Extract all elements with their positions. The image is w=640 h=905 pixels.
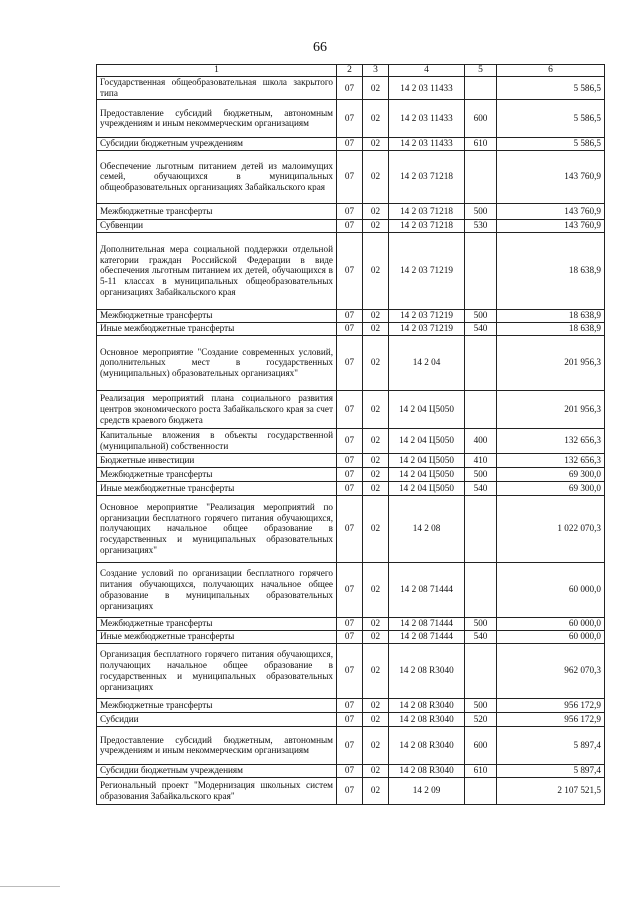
row-subsection: 02 bbox=[363, 335, 389, 390]
table-row bbox=[97, 150, 605, 203]
row-target-code: 14 2 04 bbox=[389, 335, 465, 390]
table-row bbox=[97, 232, 605, 309]
row-name: Межбюджетные трансферты bbox=[97, 617, 337, 630]
row-name: Создание условий по организации бесплатного горячего питания обучающихся, получающих начальное общее образование в муниципальных образовательных организациях bbox=[97, 562, 337, 617]
row-section: 07 bbox=[337, 309, 363, 322]
table-row bbox=[97, 562, 605, 617]
row-name: Реализация мероприятий плана социального развития центров экономического роста Забайкальского края за счет средств краевого бюджета bbox=[97, 390, 337, 428]
row-target-code: 14 2 04 Ц5050 bbox=[389, 390, 465, 428]
row-section: 07 bbox=[337, 203, 363, 219]
page-number: 66 bbox=[313, 40, 327, 55]
row-amount: 60 000,0 bbox=[497, 617, 605, 630]
row-name: Межбюджетные трансферты bbox=[97, 698, 337, 712]
table-row bbox=[97, 467, 605, 481]
row-subsection: 02 bbox=[363, 467, 389, 481]
row-amount: 956 172,9 bbox=[497, 712, 605, 726]
row-expense-type bbox=[465, 777, 497, 804]
table-row bbox=[97, 335, 605, 390]
row-section: 07 bbox=[337, 335, 363, 390]
row-expense-type bbox=[465, 232, 497, 309]
row-expense-type: 600 bbox=[465, 99, 497, 137]
row-target-code: 14 2 03 11433 bbox=[389, 137, 465, 150]
row-section: 07 bbox=[337, 137, 363, 150]
row-section: 07 bbox=[337, 219, 363, 232]
row-amount: 69 300,0 bbox=[497, 481, 605, 495]
row-target-code: 14 2 08 71444 bbox=[389, 562, 465, 617]
row-section: 07 bbox=[337, 232, 363, 309]
row-expense-type: 410 bbox=[465, 453, 497, 467]
row-target-code: 14 2 03 71218 bbox=[389, 150, 465, 203]
row-name: Государственная общеобразовательная школа закрытого типа bbox=[97, 77, 337, 100]
row-amount: 201 956,3 bbox=[497, 335, 605, 390]
row-target-code: 14 2 08 R3040 bbox=[389, 643, 465, 698]
row-subsection: 02 bbox=[363, 698, 389, 712]
row-amount: 5 586,5 bbox=[497, 99, 605, 137]
row-amount: 5 586,5 bbox=[497, 77, 605, 100]
row-section: 07 bbox=[337, 617, 363, 630]
row-target-code: 14 2 03 71218 bbox=[389, 219, 465, 232]
row-amount: 956 172,9 bbox=[497, 698, 605, 712]
row-amount: 201 956,3 bbox=[497, 390, 605, 428]
row-name: Межбюджетные трансферты bbox=[97, 467, 337, 481]
table-row bbox=[97, 137, 605, 150]
row-amount: 962 070,3 bbox=[497, 643, 605, 698]
row-subsection: 02 bbox=[363, 322, 389, 335]
row-amount: 132 656,3 bbox=[497, 428, 605, 453]
row-subsection: 02 bbox=[363, 712, 389, 726]
row-expense-type: 400 bbox=[465, 428, 497, 453]
row-section: 07 bbox=[337, 453, 363, 467]
row-section: 07 bbox=[337, 764, 363, 777]
table-row bbox=[97, 777, 605, 804]
row-amount: 69 300,0 bbox=[497, 467, 605, 481]
row-subsection: 02 bbox=[363, 562, 389, 617]
row-section: 07 bbox=[337, 481, 363, 495]
table-row bbox=[97, 99, 605, 137]
row-name: Предоставление субсидий бюджетным, автономным учреждениям и иным некоммерческим организациям bbox=[97, 726, 337, 764]
row-target-code: 14 2 09 bbox=[389, 777, 465, 804]
row-expense-type: 600 bbox=[465, 726, 497, 764]
row-subsection: 02 bbox=[363, 481, 389, 495]
row-amount: 143 760,9 bbox=[497, 203, 605, 219]
row-subsection: 02 bbox=[363, 219, 389, 232]
table-row bbox=[97, 428, 605, 453]
row-name: Иные межбюджетные трансферты bbox=[97, 630, 337, 643]
row-target-code: 14 2 03 11433 bbox=[389, 99, 465, 137]
row-subsection: 02 bbox=[363, 764, 389, 777]
row-target-code: 14 2 04 Ц5050 bbox=[389, 428, 465, 453]
table-row bbox=[97, 726, 605, 764]
row-expense-type: 540 bbox=[465, 630, 497, 643]
row-target-code: 14 2 03 71218 bbox=[389, 203, 465, 219]
row-amount: 143 760,9 bbox=[497, 150, 605, 203]
row-section: 07 bbox=[337, 495, 363, 562]
row-section: 07 bbox=[337, 726, 363, 764]
row-name: Субвенции bbox=[97, 219, 337, 232]
table-row bbox=[97, 77, 605, 100]
row-subsection: 02 bbox=[363, 77, 389, 100]
row-name: Дополнительная мера социальной поддержки отдельной категории граждан Российской Федерации в виде обеспечения льготным питанием их детей, обучающихся в 5-11 классах в муниципальных общеобразовательных организациях Забайкальского края bbox=[97, 232, 337, 309]
row-expense-type: 610 bbox=[465, 137, 497, 150]
row-target-code: 14 2 03 71219 bbox=[389, 232, 465, 309]
row-expense-type: 610 bbox=[465, 764, 497, 777]
row-expense-type: 500 bbox=[465, 203, 497, 219]
table-row bbox=[97, 203, 605, 219]
row-expense-type bbox=[465, 643, 497, 698]
row-target-code: 14 2 04 Ц5050 bbox=[389, 481, 465, 495]
row-name: Бюджетные инвестиции bbox=[97, 453, 337, 467]
row-target-code: 14 2 08 R3040 bbox=[389, 698, 465, 712]
row-subsection: 02 bbox=[363, 777, 389, 804]
row-name: Основное мероприятие "Создание современных условий, дополнительных мест в государственных (муниципальных) образовательных организациях" bbox=[97, 335, 337, 390]
row-target-code: 14 2 08 R3040 bbox=[389, 726, 465, 764]
row-subsection: 02 bbox=[363, 99, 389, 137]
row-section: 07 bbox=[337, 322, 363, 335]
row-subsection: 02 bbox=[363, 390, 389, 428]
row-subsection: 02 bbox=[363, 309, 389, 322]
row-subsection: 02 bbox=[363, 643, 389, 698]
row-section: 07 bbox=[337, 562, 363, 617]
row-amount: 5 897,4 bbox=[497, 726, 605, 764]
row-name: Субсидии бюджетным учреждениям bbox=[97, 137, 337, 150]
row-expense-type bbox=[465, 150, 497, 203]
table-row bbox=[97, 453, 605, 467]
row-name: Региональный проект "Модернизация школьных систем образования Забайкальского края" bbox=[97, 777, 337, 804]
table-row bbox=[97, 764, 605, 777]
header-cell-5: 5 bbox=[465, 65, 497, 77]
row-target-code: 14 2 03 71219 bbox=[389, 322, 465, 335]
row-subsection: 02 bbox=[363, 726, 389, 764]
row-amount: 5 586,5 bbox=[497, 137, 605, 150]
header-cell-2: 2 bbox=[337, 65, 363, 77]
table-row bbox=[97, 630, 605, 643]
row-expense-type: 500 bbox=[465, 309, 497, 322]
row-subsection: 02 bbox=[363, 203, 389, 219]
row-expense-type bbox=[465, 390, 497, 428]
table-row bbox=[97, 643, 605, 698]
row-target-code: 14 2 04 Ц5050 bbox=[389, 453, 465, 467]
row-section: 07 bbox=[337, 390, 363, 428]
table-body bbox=[97, 65, 605, 805]
row-target-code: 14 2 08 71444 bbox=[389, 617, 465, 630]
row-expense-type: 500 bbox=[465, 467, 497, 481]
row-section: 07 bbox=[337, 643, 363, 698]
row-expense-type: 530 bbox=[465, 219, 497, 232]
header-cell-1: 1 bbox=[97, 65, 337, 77]
header-cell-6: 6 bbox=[497, 65, 605, 77]
scan-edge-mark bbox=[0, 886, 60, 887]
row-expense-type: 540 bbox=[465, 481, 497, 495]
row-section: 07 bbox=[337, 712, 363, 726]
row-section: 07 bbox=[337, 467, 363, 481]
row-amount: 18 638,9 bbox=[497, 309, 605, 322]
row-amount: 2 107 521,5 bbox=[497, 777, 605, 804]
row-expense-type bbox=[465, 495, 497, 562]
row-subsection: 02 bbox=[363, 137, 389, 150]
budget-table bbox=[96, 64, 605, 805]
row-subsection: 02 bbox=[363, 495, 389, 562]
row-name: Предоставление субсидий бюджетным, автономным учреждениям и иным некоммерческим организациям bbox=[97, 99, 337, 137]
row-section: 07 bbox=[337, 99, 363, 137]
table-row bbox=[97, 322, 605, 335]
row-amount: 60 000,0 bbox=[497, 562, 605, 617]
row-name: Субсидии бюджетным учреждениям bbox=[97, 764, 337, 777]
table-row bbox=[97, 617, 605, 630]
row-amount: 5 897,4 bbox=[497, 764, 605, 777]
row-amount: 1 022 070,3 bbox=[497, 495, 605, 562]
row-name: Капитальные вложения в объекты государственной (муниципальной) собственности bbox=[97, 428, 337, 453]
row-amount: 60 000,0 bbox=[497, 630, 605, 643]
row-subsection: 02 bbox=[363, 428, 389, 453]
row-subsection: 02 bbox=[363, 150, 389, 203]
row-name: Иные межбюджетные трансферты bbox=[97, 322, 337, 335]
row-expense-type bbox=[465, 562, 497, 617]
row-section: 07 bbox=[337, 777, 363, 804]
row-section: 07 bbox=[337, 630, 363, 643]
row-amount: 132 656,3 bbox=[497, 453, 605, 467]
row-amount: 18 638,9 bbox=[497, 232, 605, 309]
row-target-code: 14 2 08 71444 bbox=[389, 630, 465, 643]
row-target-code: 14 2 08 bbox=[389, 495, 465, 562]
row-expense-type: 500 bbox=[465, 617, 497, 630]
table-row bbox=[97, 698, 605, 712]
row-expense-type: 540 bbox=[465, 322, 497, 335]
row-subsection: 02 bbox=[363, 617, 389, 630]
table-row bbox=[97, 390, 605, 428]
table-row bbox=[97, 219, 605, 232]
row-subsection: 02 bbox=[363, 232, 389, 309]
row-section: 07 bbox=[337, 428, 363, 453]
row-target-code: 14 2 08 R3040 bbox=[389, 764, 465, 777]
row-name: Обеспечение льготным питанием детей из малоимущих семей, обучающихся в муниципальных общеобразовательных организациях Забайкальского края bbox=[97, 150, 337, 203]
header-cell-3: 3 bbox=[363, 65, 389, 77]
table-row bbox=[97, 712, 605, 726]
row-name: Организация бесплатного горячего питания обучающихся, получающих начальное общее образование в государственных и муниципальных образовательных организациях bbox=[97, 643, 337, 698]
row-expense-type: 500 bbox=[465, 698, 497, 712]
row-section: 07 bbox=[337, 698, 363, 712]
row-name: Основное мероприятие "Реализация мероприятий по организации бесплатного горячего питания обучающихся, получающих начальное общее образование в государственных и муниципальных образовательных организациях" bbox=[97, 495, 337, 562]
row-expense-type bbox=[465, 77, 497, 100]
table-row bbox=[97, 481, 605, 495]
row-name: Межбюджетные трансферты bbox=[97, 203, 337, 219]
row-subsection: 02 bbox=[363, 630, 389, 643]
row-expense-type: 520 bbox=[465, 712, 497, 726]
row-section: 07 bbox=[337, 150, 363, 203]
table-row bbox=[97, 495, 605, 562]
row-name: Субсидии bbox=[97, 712, 337, 726]
row-section: 07 bbox=[337, 77, 363, 100]
row-name: Межбюджетные трансферты bbox=[97, 309, 337, 322]
row-expense-type bbox=[465, 335, 497, 390]
row-amount: 143 760,9 bbox=[497, 219, 605, 232]
header-cell-4: 4 bbox=[389, 65, 465, 77]
header-row bbox=[97, 65, 605, 77]
row-subsection: 02 bbox=[363, 453, 389, 467]
row-name: Иные межбюджетные трансферты bbox=[97, 481, 337, 495]
row-amount: 18 638,9 bbox=[497, 322, 605, 335]
row-target-code: 14 2 03 11433 bbox=[389, 77, 465, 100]
row-target-code: 14 2 04 Ц5050 bbox=[389, 467, 465, 481]
row-target-code: 14 2 08 R3040 bbox=[389, 712, 465, 726]
row-target-code: 14 2 03 71219 bbox=[389, 309, 465, 322]
table-row bbox=[97, 309, 605, 322]
